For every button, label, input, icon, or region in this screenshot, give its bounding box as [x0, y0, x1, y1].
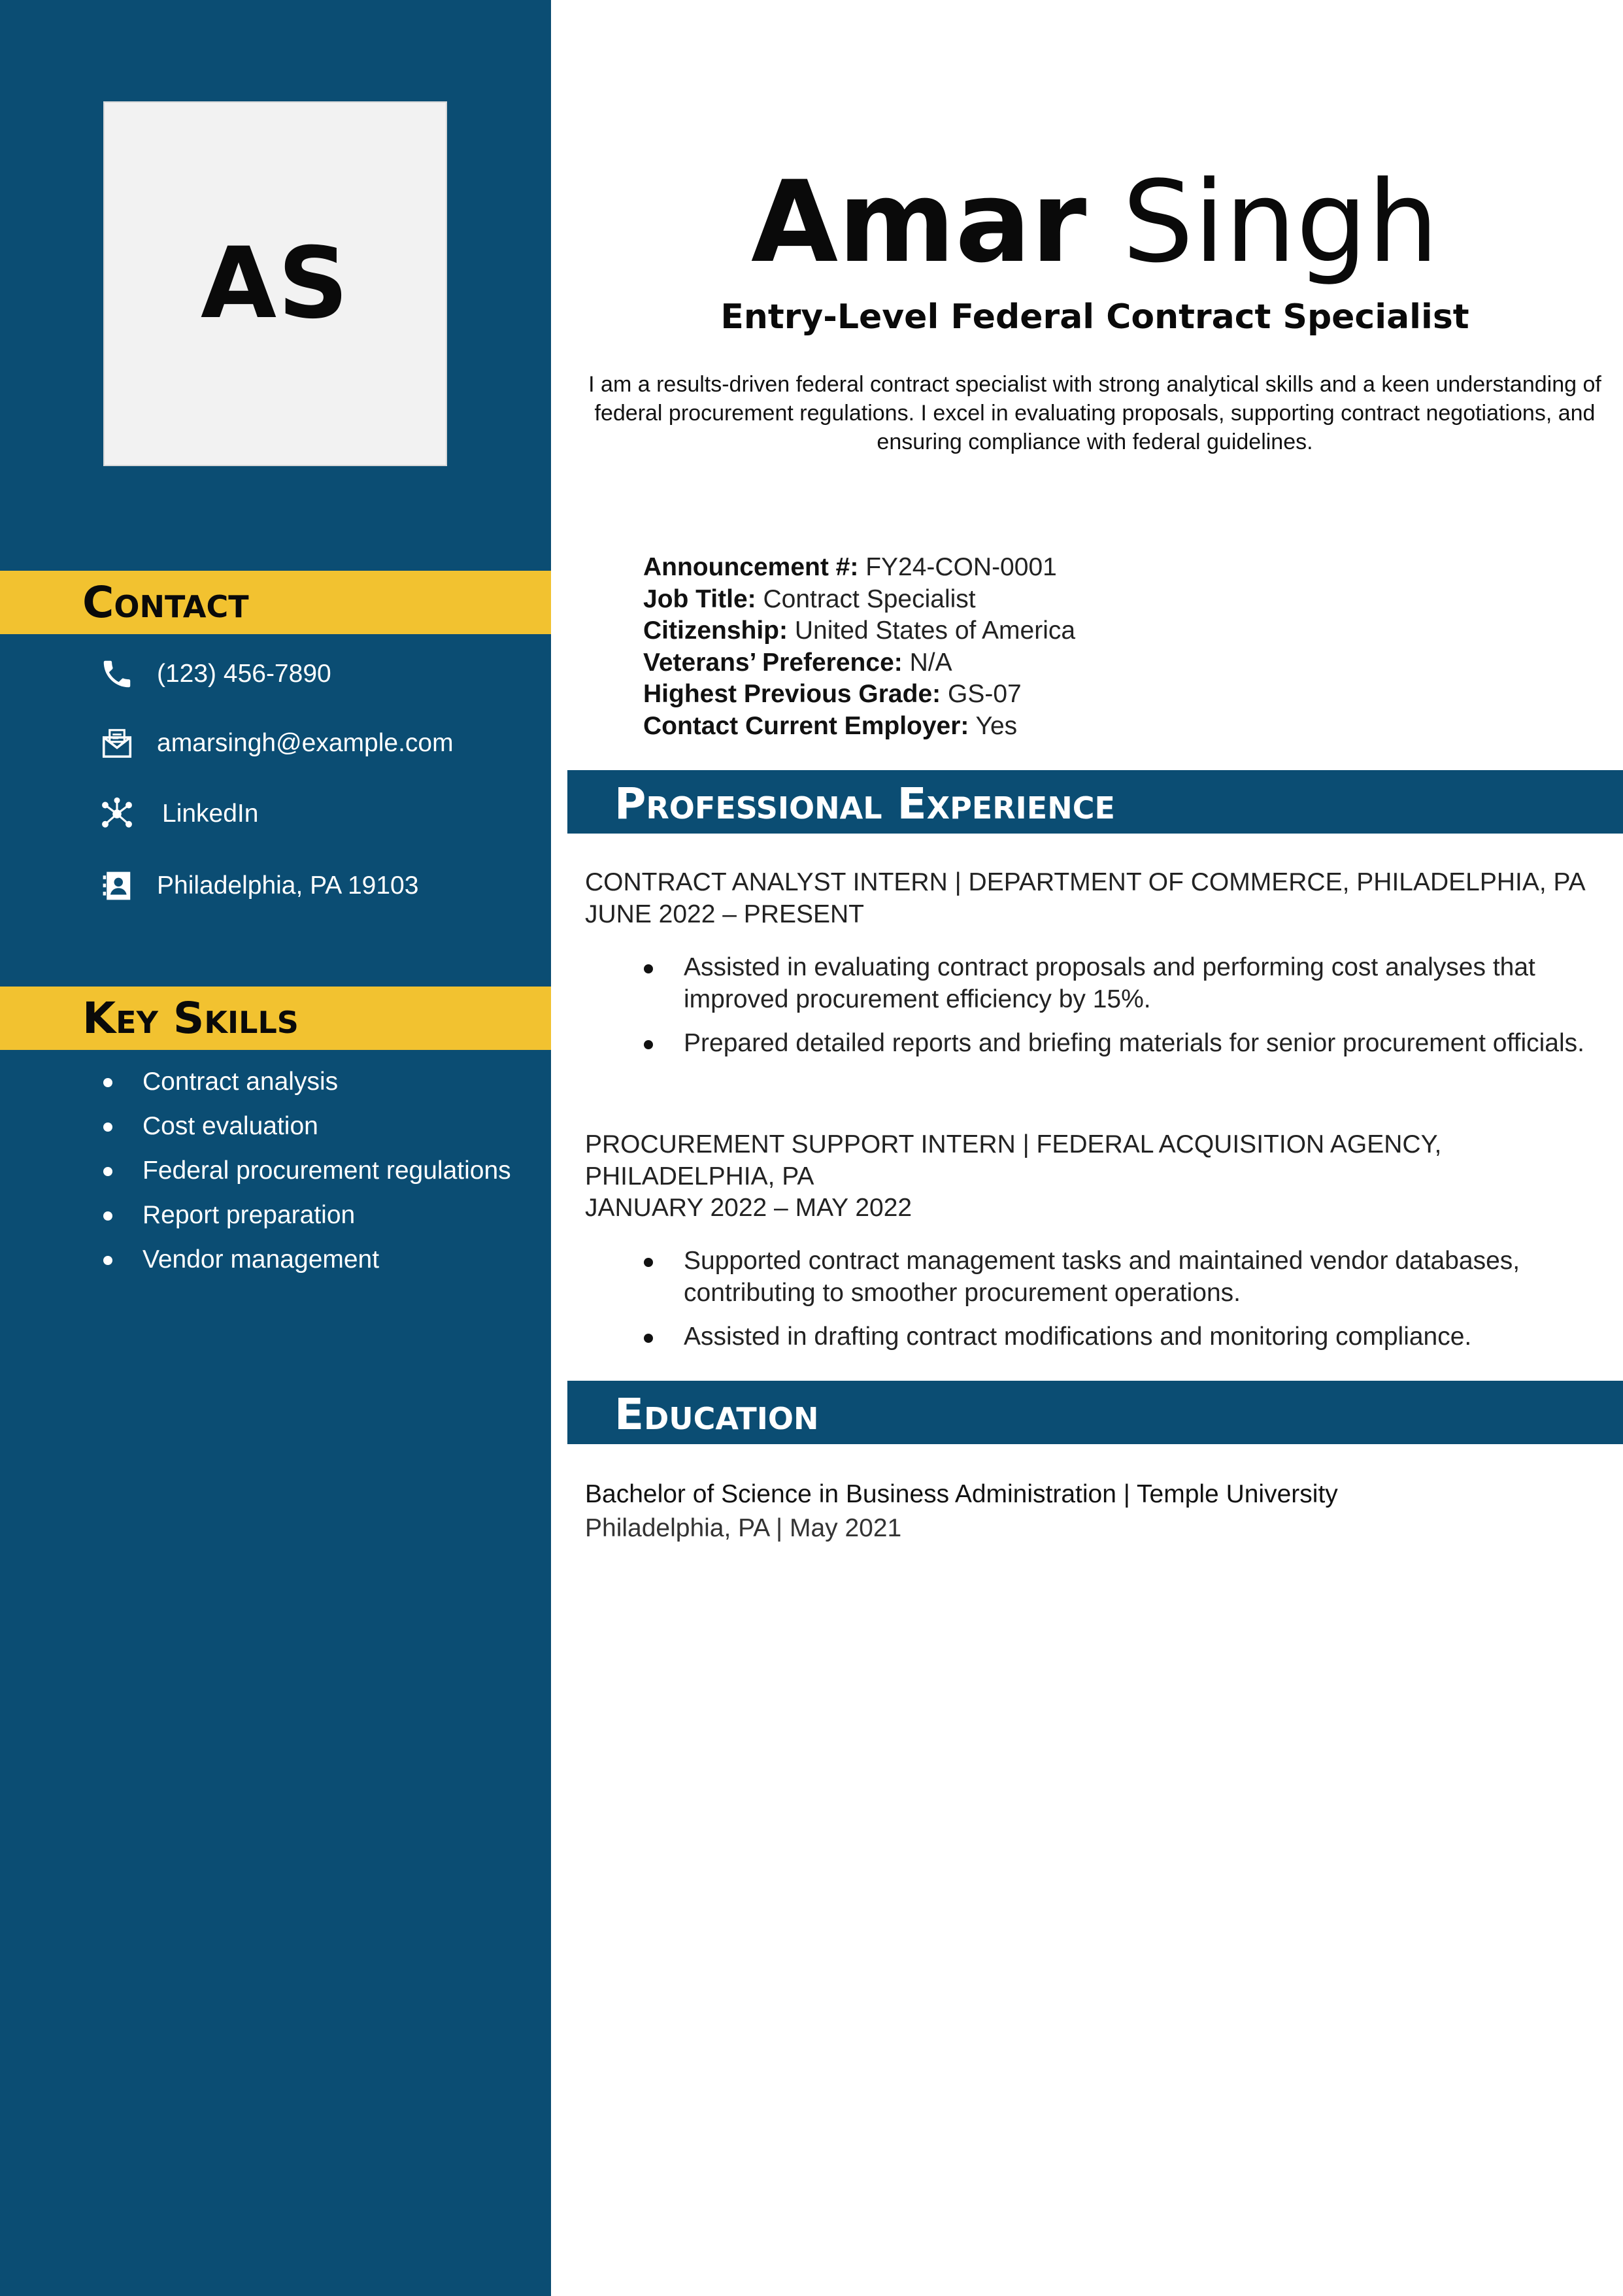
- linkedin-link[interactable]: LinkedIn: [162, 800, 259, 828]
- info-label: Announcement #:: [643, 553, 859, 581]
- job-dates: JANUARY 2022 – MAY 2022: [585, 1194, 912, 1222]
- mail-icon: [98, 724, 136, 762]
- sidebar: [0, 0, 551, 2296]
- email-address: amarsingh@example.com: [157, 729, 454, 757]
- linkedin-network-icon: [98, 795, 136, 833]
- job-entry-header: [585, 867, 1605, 930]
- education-entry: [585, 1477, 1605, 1545]
- phone-icon: [98, 655, 136, 693]
- job-bullet: Assisted in evaluating contract proposals and performing cost analyses that improved procurement efficiency by 15%.: [644, 952, 1605, 1015]
- contact-location: [98, 866, 418, 905]
- info-value: FY24-CON-0001: [865, 553, 1057, 581]
- federal-info-row: [643, 679, 1591, 711]
- job-title-line: CONTRACT ANALYST INTERN | DEPARTMENT OF COMMERCE, PHILADELPHIA, PA: [585, 868, 1586, 896]
- federal-info-row: [643, 615, 1591, 647]
- info-value: Yes: [975, 711, 1018, 740]
- location-text: Philadelphia, PA 19103: [157, 871, 419, 900]
- info-value: N/A: [909, 648, 952, 677]
- education-header-band: [567, 1381, 1623, 1444]
- federal-info-block: [643, 552, 1591, 742]
- skill-item: Federal procurement regulations: [98, 1155, 529, 1187]
- federal-info-row: [643, 552, 1591, 584]
- degree-line: Bachelor of Science in Business Administration | Temple University: [585, 1480, 1338, 1508]
- federal-info-row: [643, 711, 1591, 743]
- contact-header-band: [0, 571, 551, 634]
- job-bullets: [644, 952, 1605, 1072]
- skill-item: Report preparation: [98, 1199, 529, 1232]
- skill-item: Cost evaluation: [98, 1110, 529, 1143]
- federal-info-row: [643, 584, 1591, 616]
- education-heading: Education: [614, 1389, 819, 1440]
- job-bullets: [644, 1245, 1605, 1366]
- contact-email[interactable]: [98, 724, 454, 763]
- experience-header-band: [567, 770, 1623, 834]
- experience-heading: Professional Experience: [614, 779, 1115, 829]
- info-value: GS-07: [947, 680, 1022, 708]
- skill-item: Contract analysis: [98, 1066, 529, 1098]
- contact-phone[interactable]: [98, 654, 331, 694]
- address-book-icon: [98, 867, 136, 905]
- initials-monogram: AS: [103, 101, 447, 466]
- federal-info-row: [643, 647, 1591, 679]
- job-title-line: PROCUREMENT SUPPORT INTERN | FEDERAL ACQUISITION AGENCY, PHILADELPHIA, PA: [585, 1130, 1442, 1190]
- info-label: Highest Previous Grade:: [643, 680, 941, 708]
- info-label: Contact Current Employer:: [643, 711, 969, 740]
- skill-item: Vendor management: [98, 1243, 529, 1276]
- info-value: United States of America: [794, 616, 1076, 645]
- summary-paragraph: I am a results-driven federal contract specialist with strong analytical skills and a keen understanding of federal procurement regulations. I excel in evaluating proposals, supporting contract negotiations, and ensuring compliance with federal guidelines.: [588, 372, 1601, 454]
- job-bullet: Prepared detailed reports and briefing materials for senior procurement officials.: [644, 1028, 1605, 1060]
- job-dates: JUNE 2022 – PRESENT: [585, 900, 865, 928]
- info-label: Veterans’ Preference:: [643, 648, 903, 677]
- last-name: Singh: [1122, 156, 1439, 288]
- job-bullet: Assisted in drafting contract modifications and monitoring compliance.: [644, 1321, 1605, 1353]
- skills-heading: Key Skills: [82, 993, 299, 1043]
- first-name: Amar: [750, 156, 1087, 288]
- skills-list: [98, 1066, 529, 1288]
- job-headline: Entry-Level Federal Contract Specialist: [720, 297, 1469, 337]
- job-bullet: Supported contract management tasks and maintained vendor databases, contributing to smoother procurement operations.: [644, 1245, 1605, 1309]
- contact-linkedin[interactable]: [98, 794, 258, 834]
- skills-header-band: [0, 987, 551, 1050]
- phone-number: (123) 456-7890: [157, 660, 331, 688]
- education-details: Philadelphia, PA | May 2021: [585, 1514, 902, 1542]
- info-label: Citizenship:: [643, 616, 788, 645]
- contact-heading: Contact: [82, 577, 249, 628]
- candidate-name: [588, 157, 1601, 288]
- info-value: Contract Specialist: [763, 584, 976, 613]
- info-label: Job Title:: [643, 584, 756, 613]
- job-entry-header: [585, 1129, 1605, 1224]
